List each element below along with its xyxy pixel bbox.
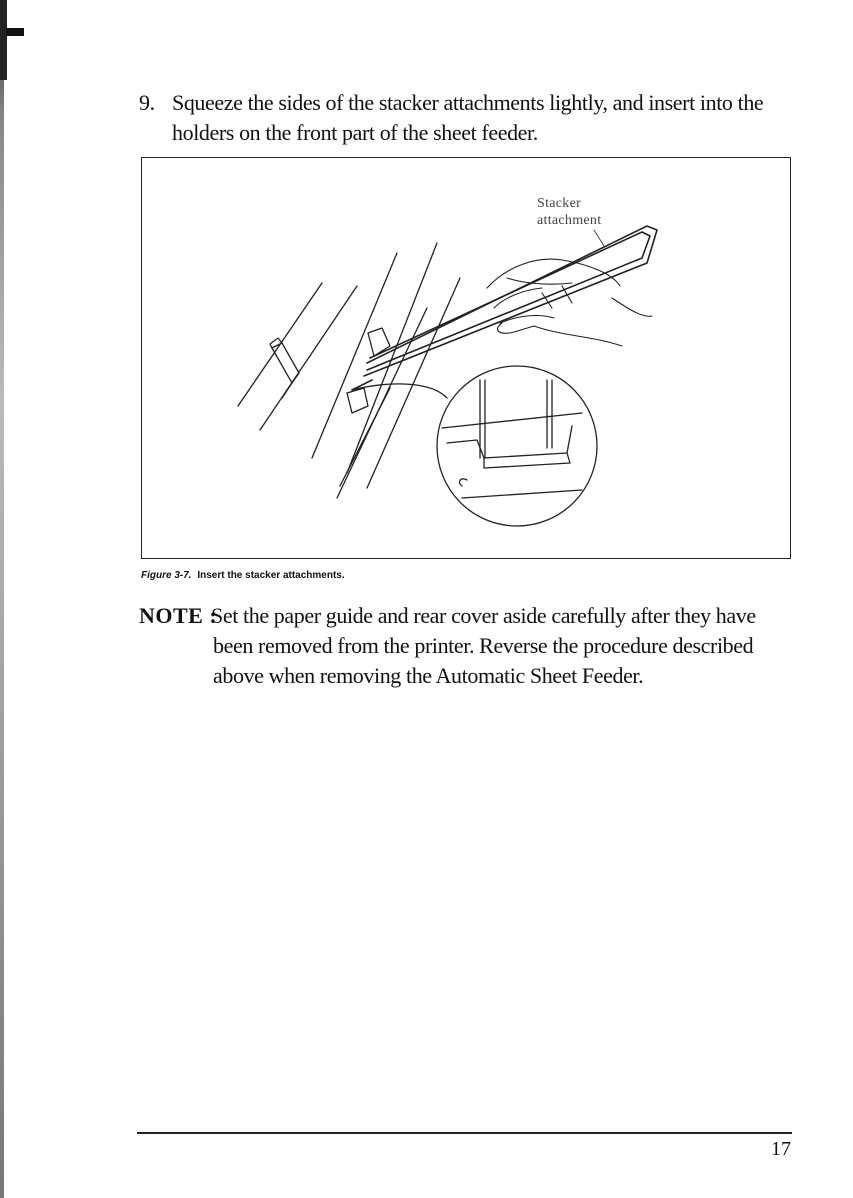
callout-line-2: attachment [537, 213, 602, 228]
left-holder [270, 338, 299, 398]
stacker-attachment-wire [352, 226, 657, 390]
note-body: been removed from the printer. Reverse the procedure described above when removing the Automatic Sheet Feeder. [213, 633, 754, 688]
caption-text: Insert the stacker attachments. [197, 570, 345, 581]
step-text: Squeeze the sides of the stacker attachments lightly, and insert into the holders on the front part of the sheet feeder. [172, 90, 764, 145]
note-label: NOTE : [139, 603, 218, 628]
stacker-illustration [142, 158, 792, 560]
scan-artifact [0, 0, 7, 80]
step-number: 9. [139, 90, 155, 115]
page-number: 17 [771, 1138, 791, 1160]
note-block [139, 601, 799, 691]
note-first-line: Set the paper guide and rear cover aside carefully after they have [211, 603, 756, 628]
caption-label: Figure 3-7. [141, 570, 192, 581]
callout-label [537, 195, 601, 229]
callout-line-1: Stacker [537, 196, 582, 211]
scan-artifact-mark [6, 28, 24, 36]
figure-3-7 [141, 157, 791, 559]
figure-caption [141, 570, 345, 581]
step-9 [139, 88, 799, 148]
hand [487, 259, 652, 346]
feeder-frame-lines [238, 243, 460, 498]
footer-rule [137, 1132, 792, 1134]
callout-leader [594, 230, 604, 246]
scan-edge [0, 0, 4, 1198]
